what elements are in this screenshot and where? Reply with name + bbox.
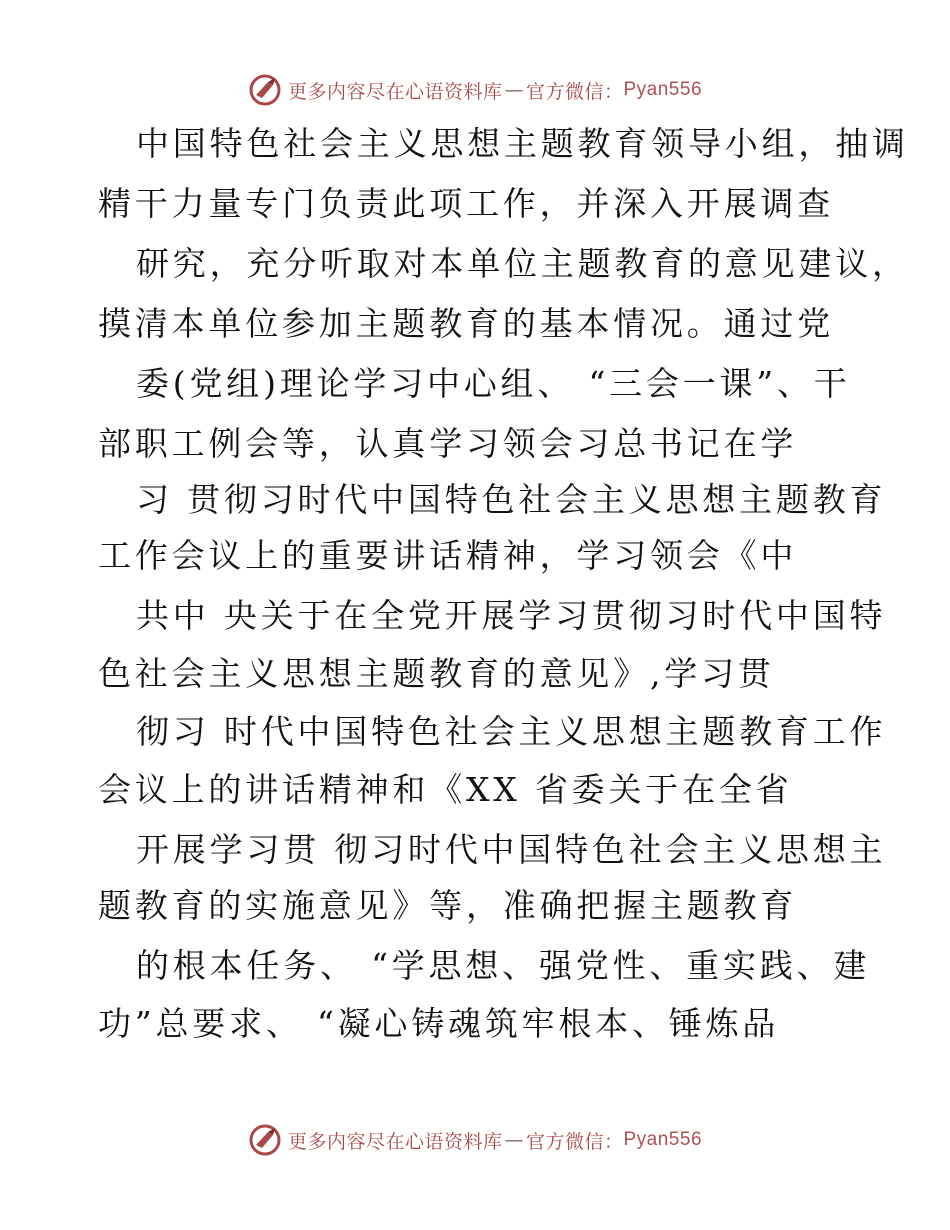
text-line: 彻习 时代中国特色社会主义思想主题教育工作 <box>136 712 887 751</box>
watermark-title: 更多内容尽在心语资料库 <box>287 80 503 103</box>
text-line: 题教育的实施意见》等，准确把握主题教育 <box>98 886 798 925</box>
text-line: 部职工例会等，认真学习领会习总书记在学 <box>98 424 798 463</box>
brand-logo-icon <box>248 1123 282 1157</box>
header-watermark <box>0 70 950 110</box>
watermark-title: 更多内容尽在心语资料库 <box>287 1130 503 1153</box>
text-line: 精干力量专门负责此项工作，并深入开展调查 <box>98 184 834 223</box>
text-line: 的根本任务、 “学思想、强党性、重实践、建 <box>136 946 871 985</box>
text-line: 摸清本单位参加主题教育的基本情况。通过党 <box>98 304 834 343</box>
watermark-wechat-id: Pyan556 <box>623 79 703 100</box>
brand-logo-icon <box>248 73 282 107</box>
text-line: 中国特色社会主义思想主题教育领导小组，抽调 <box>136 124 909 163</box>
watermark-wechat-label: 官方微信： <box>525 80 624 103</box>
text-line: 工作会议上的重要讲话精神，学习领会《中 <box>98 536 798 575</box>
text-line: 开展学习贯 彻习时代中国特色社会主义思想主 <box>136 830 887 869</box>
text-line: 功”总要求、 “凝心铸魂筑牢根本、锤炼品 <box>98 1004 780 1043</box>
text-line: 会议上的讲话精神和《XX 省委关于在全省 <box>98 770 793 809</box>
watermark-separator: — <box>504 79 524 101</box>
footer-watermark <box>0 1120 950 1160</box>
text-line: 共中 央关于在全党开展学习贯彻习时代中国特 <box>136 596 887 635</box>
watermark-wechat-id: Pyan556 <box>623 1129 703 1150</box>
text-line: 习 贯彻习时代中国特色社会主义思想主题教育 <box>136 480 887 519</box>
watermark-wechat-label: 官方微信： <box>525 1130 624 1153</box>
watermark-separator: — <box>504 1129 524 1151</box>
text-line: 委(党组)理论学习中心组、 “三会一课”、干 <box>136 364 851 403</box>
text-line: 研究，充分听取对本单位主题教育的意见建议， <box>136 244 909 283</box>
text-line: 色社会主义思想主题教育的意见》,学习贯 <box>98 654 775 693</box>
